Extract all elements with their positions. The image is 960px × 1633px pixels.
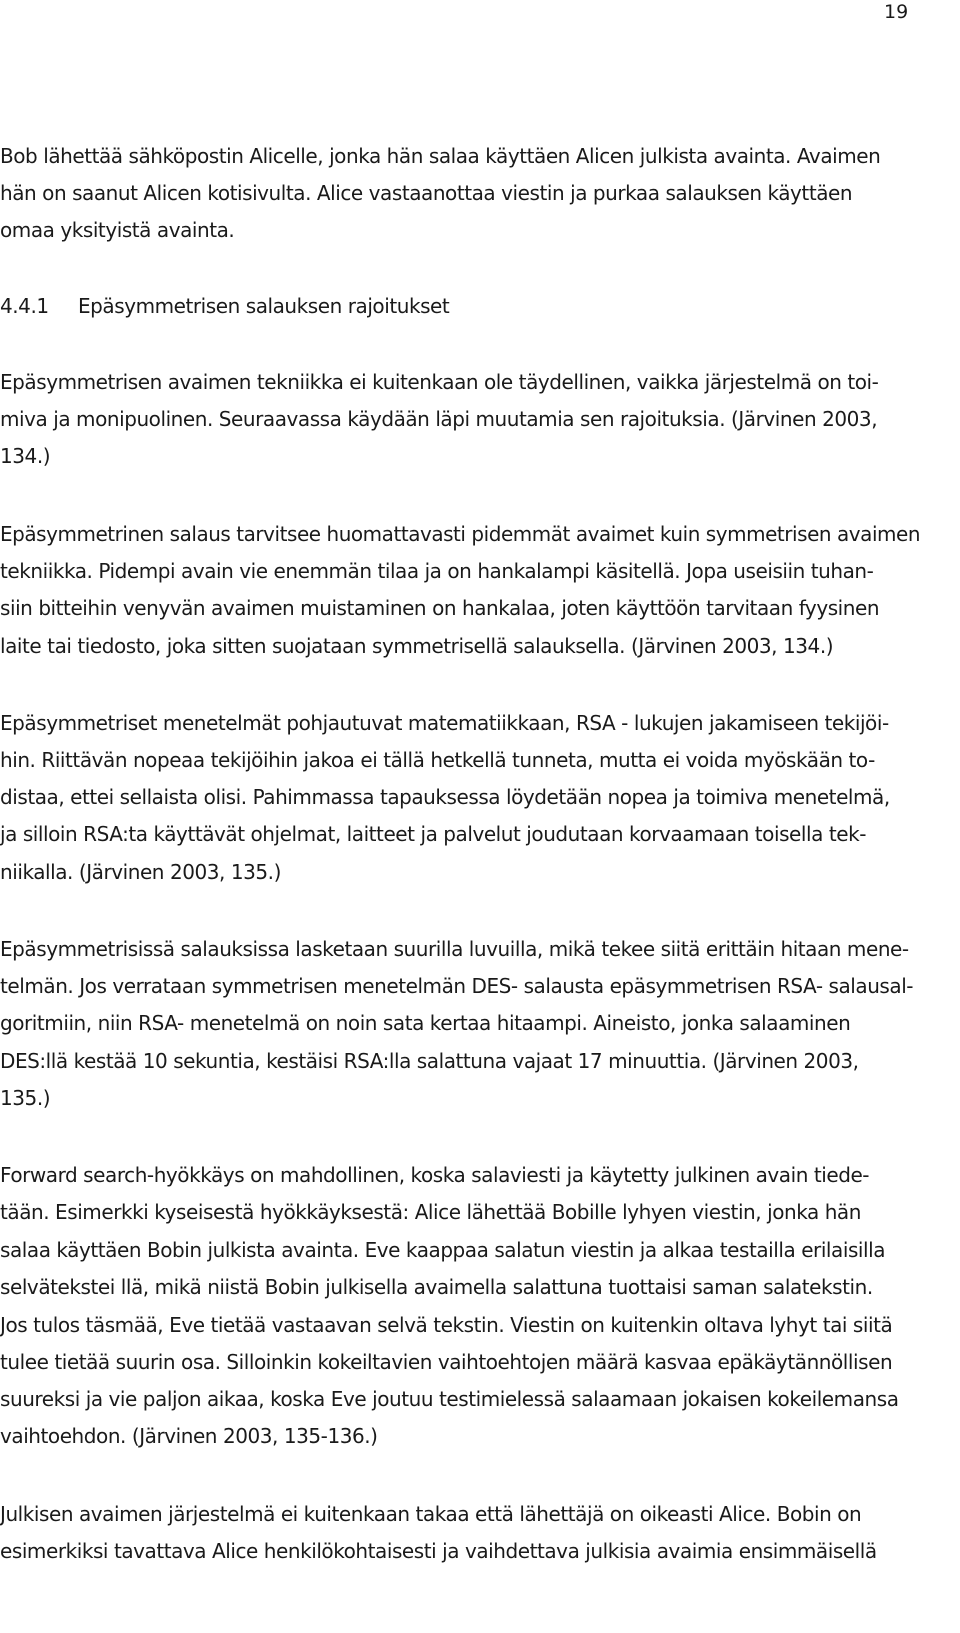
text-line: Jos tulos täsmää, Eve tietää vastaavan selvä tekstin. Viestin on kuitenkin oltava lyhyt tai siitä: [0, 1313, 893, 1337]
text-line: laite tai tiedosto, joka sitten suojataan symmetrisellä salauksella. (Järvinen 2003, 134.): [0, 634, 834, 658]
text-line: niikalla. (Järvinen 2003, 135.): [0, 860, 281, 884]
page-number: 19: [884, 1, 909, 23]
text-line: salaa käyttäen Bobin julkista avainta. Eve kaappaa salatun viestin ja alkaa testailla erilaisilla: [0, 1238, 886, 1262]
section-number: 4.4.1: [0, 294, 49, 318]
text-line: Julkisen avaimen järjestelmä ei kuitenkaan takaa että lähettäjä on oikeasti Alice. Bobin on: [0, 1502, 862, 1526]
text-line: hin. Riittävän nopeaa tekijöihin jakoa ei tällä hetkellä tunneta, mutta ei voida myöskään to-: [0, 748, 875, 772]
section-title: Epäsymmetrisen salauksen rajoitukset: [78, 294, 450, 318]
text-line: miva ja monipuolinen. Seuraavassa käydään läpi muutamia sen rajoituksia. (Järvinen 2003,: [0, 407, 878, 431]
text-line: suureksi ja vie paljon aikaa, koska Eve joutuu testimielessä salaamaan jokaisen kokeilemansa: [0, 1387, 899, 1411]
text-line: DES:llä kestää 10 sekuntia, kestäisi RSA:lla salattuna vajaat 17 minuuttia. (Järvinen 2003,: [0, 1049, 859, 1073]
text-line: Epäsymmetrisen avaimen tekniikka ei kuitenkaan ole täydellinen, vaikka järjestelmä on toi-: [0, 370, 879, 394]
text-line: 135.): [0, 1086, 51, 1110]
text-line: hän on saanut Alicen kotisivulta. Alice vastaanottaa viestin ja purkaa salauksen käyttäen: [0, 181, 853, 205]
text-line: Epäsymmetrisissä salauksissa lasketaan suurilla luvuilla, mikä tekee siitä erittäin hitaan mene-: [0, 937, 909, 961]
text-line: vaihtoehdon. (Järvinen 2003, 135-136.): [0, 1424, 378, 1448]
text-line: Bob lähettää sähköpostin Alicelle, jonka hän salaa käyttäen Alicen julkista avainta. Avaimen: [0, 144, 881, 168]
text-line: selvätekstei llä, mikä niistä Bobin julkisella avaimella salattuna tuottaisi saman salatekstin.: [0, 1275, 873, 1299]
text-line: telmän. Jos verrataan symmetrisen menetelmän DES- salausta epäsymmetrisen RSA- salausal-: [0, 974, 914, 998]
text-line: ja silloin RSA:ta käyttävät ohjelmat, laitteet ja palvelut joudutaan korvaamaan toisella tek-: [0, 822, 866, 846]
text-line: Epäsymmetriset menetelmät pohjautuvat matematiikkaan, RSA - lukujen jakamiseen tekijöi-: [0, 711, 889, 735]
text-line: goritmiin, niin RSA- menetelmä on noin sata kertaa hitaampi. Aineisto, jonka salaaminen: [0, 1011, 851, 1035]
text-line: esimerkiksi tavattava Alice henkilökohtaisesti ja vaihdettava julkisia avaimia ensimmäisellä: [0, 1539, 877, 1563]
text-line: tään. Esimerkki kyseisestä hyökkäyksestä: Alice lähettää Bobille lyhyen viestin, jonka hän: [0, 1200, 861, 1224]
text-line: tulee tietää suurin osa. Silloinkin kokeiltavien vaihtoehtojen määrä kasvaa epäkäytännöllisen: [0, 1350, 893, 1374]
text-line: 134.): [0, 444, 51, 468]
text-line: distaa, ettei sellaista olisi. Pahimmassa tapauksessa löydetään nopea ja toimiva menetelmä,: [0, 785, 890, 809]
text-line: siin bitteihin venyvän avaimen muistaminen on hankalaa, joten käyttöön tarvitaan fyysinen: [0, 596, 880, 620]
text-line: omaa yksityistä avainta.: [0, 218, 235, 242]
text-line: Epäsymmetrinen salaus tarvitsee huomattavasti pidemmät avaimet kuin symmetrisen avaimen: [0, 522, 921, 546]
text-line: tekniikka. Pidempi avain vie enemmän tilaa ja on hankalampi käsitellä. Jopa useisiin tuhan-: [0, 559, 874, 583]
text-line: Forward search-hyökkäys on mahdollinen, koska salaviesti ja käytetty julkinen avain tiede-: [0, 1163, 870, 1187]
